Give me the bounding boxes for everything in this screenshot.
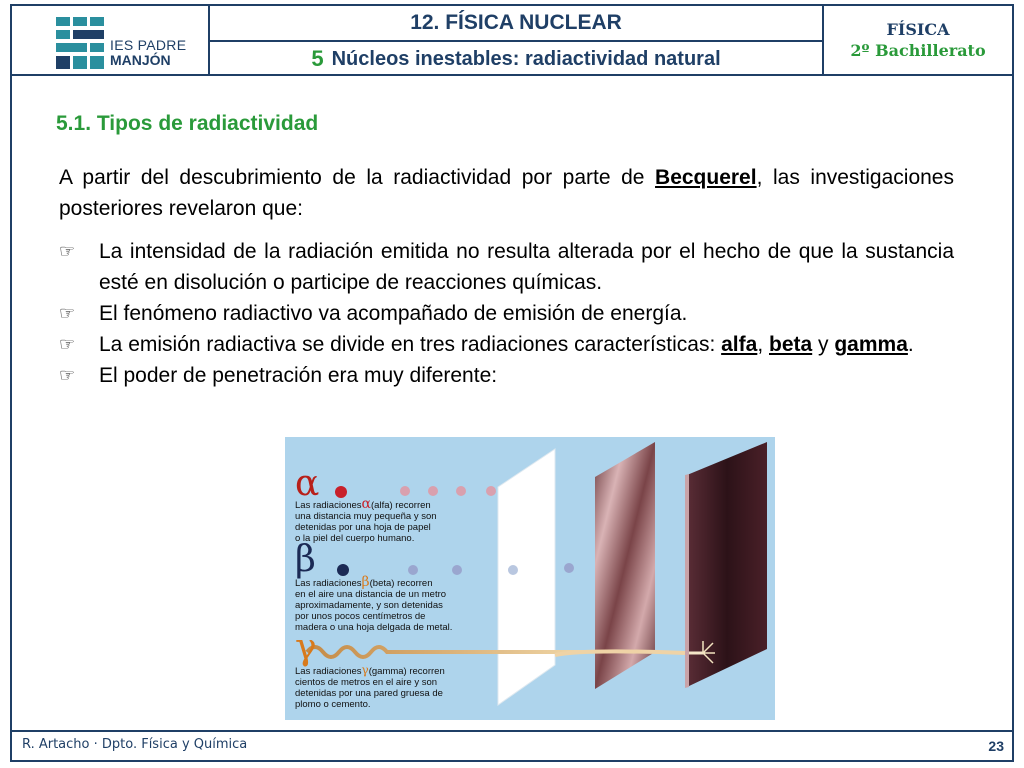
logo-grid-icon xyxy=(56,17,104,69)
beta-particle xyxy=(337,564,349,576)
list-item: ☞ La emisión radiactiva se divide en tres radiaciones características: alfa, beta y gamma. xyxy=(59,329,954,360)
unit-title: 12. FÍSICA NUCLEAR xyxy=(210,6,822,42)
beta-symbol: β xyxy=(295,539,316,580)
findings-list xyxy=(59,236,954,391)
slide-header xyxy=(10,4,1014,76)
pointing-hand-icon: ☞ xyxy=(59,365,76,386)
alpha-symbol: α xyxy=(295,463,320,504)
alpha-particle xyxy=(428,486,438,496)
section-title: 5.1. Tipos de radiactividad xyxy=(56,112,319,135)
alpha-description: Las radiacionesα(alfa) recorren una distancia muy pequeña y son detenidas por una hoja de papel o la piel del cuerpo humano. xyxy=(295,496,437,544)
page-number: 23 xyxy=(988,738,1004,754)
logo-line2: MANJÓN xyxy=(110,52,171,68)
list-item: ☞ El fenómeno radiactivo va acompañado de emisión de energía. xyxy=(59,298,954,329)
beta-particle xyxy=(564,563,574,573)
alpha-particle xyxy=(335,486,347,498)
lesson-title-text: Núcleos inestables: radiactividad natural xyxy=(331,47,721,70)
pointing-hand-icon: ☞ xyxy=(59,241,76,262)
becquerel-name: Becquerel xyxy=(655,166,757,189)
lesson-number: 5 xyxy=(311,46,324,71)
course-label: 2º Bachillerato xyxy=(850,41,986,60)
alpha-particle xyxy=(486,486,496,496)
radiation-penetration-illustration xyxy=(285,437,775,720)
list-item: ☞ La intensidad de la radiación emitida no resulta alterada por el hecho de que la sustancia esté en disolución o participe de reacciones químicas. xyxy=(59,236,954,298)
gamma-symbol: γ xyxy=(295,627,317,668)
title-box xyxy=(208,4,824,76)
author-credit: R. Artacho · Dpto. Física y Química xyxy=(22,737,248,752)
beta-particle xyxy=(452,565,462,575)
intro-paragraph: A partir del descubrimiento de la radiactividad por parte de Becquerel, las investigaciones posteriores revelaron que: xyxy=(59,166,954,220)
lead-sheet xyxy=(687,442,767,687)
gamma-description: Las radiacionesγ(gamma) recorren cientos de metros en el aire y son detenidas por una pared gruesa de plomo o cemento. xyxy=(295,663,445,710)
list-item: ☞ El poder de penetración era muy diferente: xyxy=(59,360,954,391)
slide-footer xyxy=(10,730,1014,762)
paper-sheet xyxy=(498,449,555,705)
pointing-hand-icon: ☞ xyxy=(59,303,76,324)
subject-box xyxy=(822,4,1014,76)
logo-line1: IES PADRE xyxy=(110,37,187,53)
beta-term: beta xyxy=(769,333,813,356)
alpha-particle xyxy=(400,486,410,496)
pointing-hand-icon: ☞ xyxy=(59,334,76,355)
alpha-particle xyxy=(456,486,466,496)
gamma-term: gamma xyxy=(834,333,908,356)
alfa-term: alfa xyxy=(721,333,758,356)
beta-particle xyxy=(508,565,518,575)
beta-particle xyxy=(408,565,418,575)
subject-label: FÍSICA xyxy=(886,20,950,39)
school-logo xyxy=(10,4,210,76)
lesson-title xyxy=(210,42,822,76)
beta-description: Las radiacionesβ(beta) recorren en el aire una distancia de un metro aproximadamente, y son detenidas por unos pocos centímetros de madera o una hoja delgada de metal. xyxy=(295,574,453,633)
